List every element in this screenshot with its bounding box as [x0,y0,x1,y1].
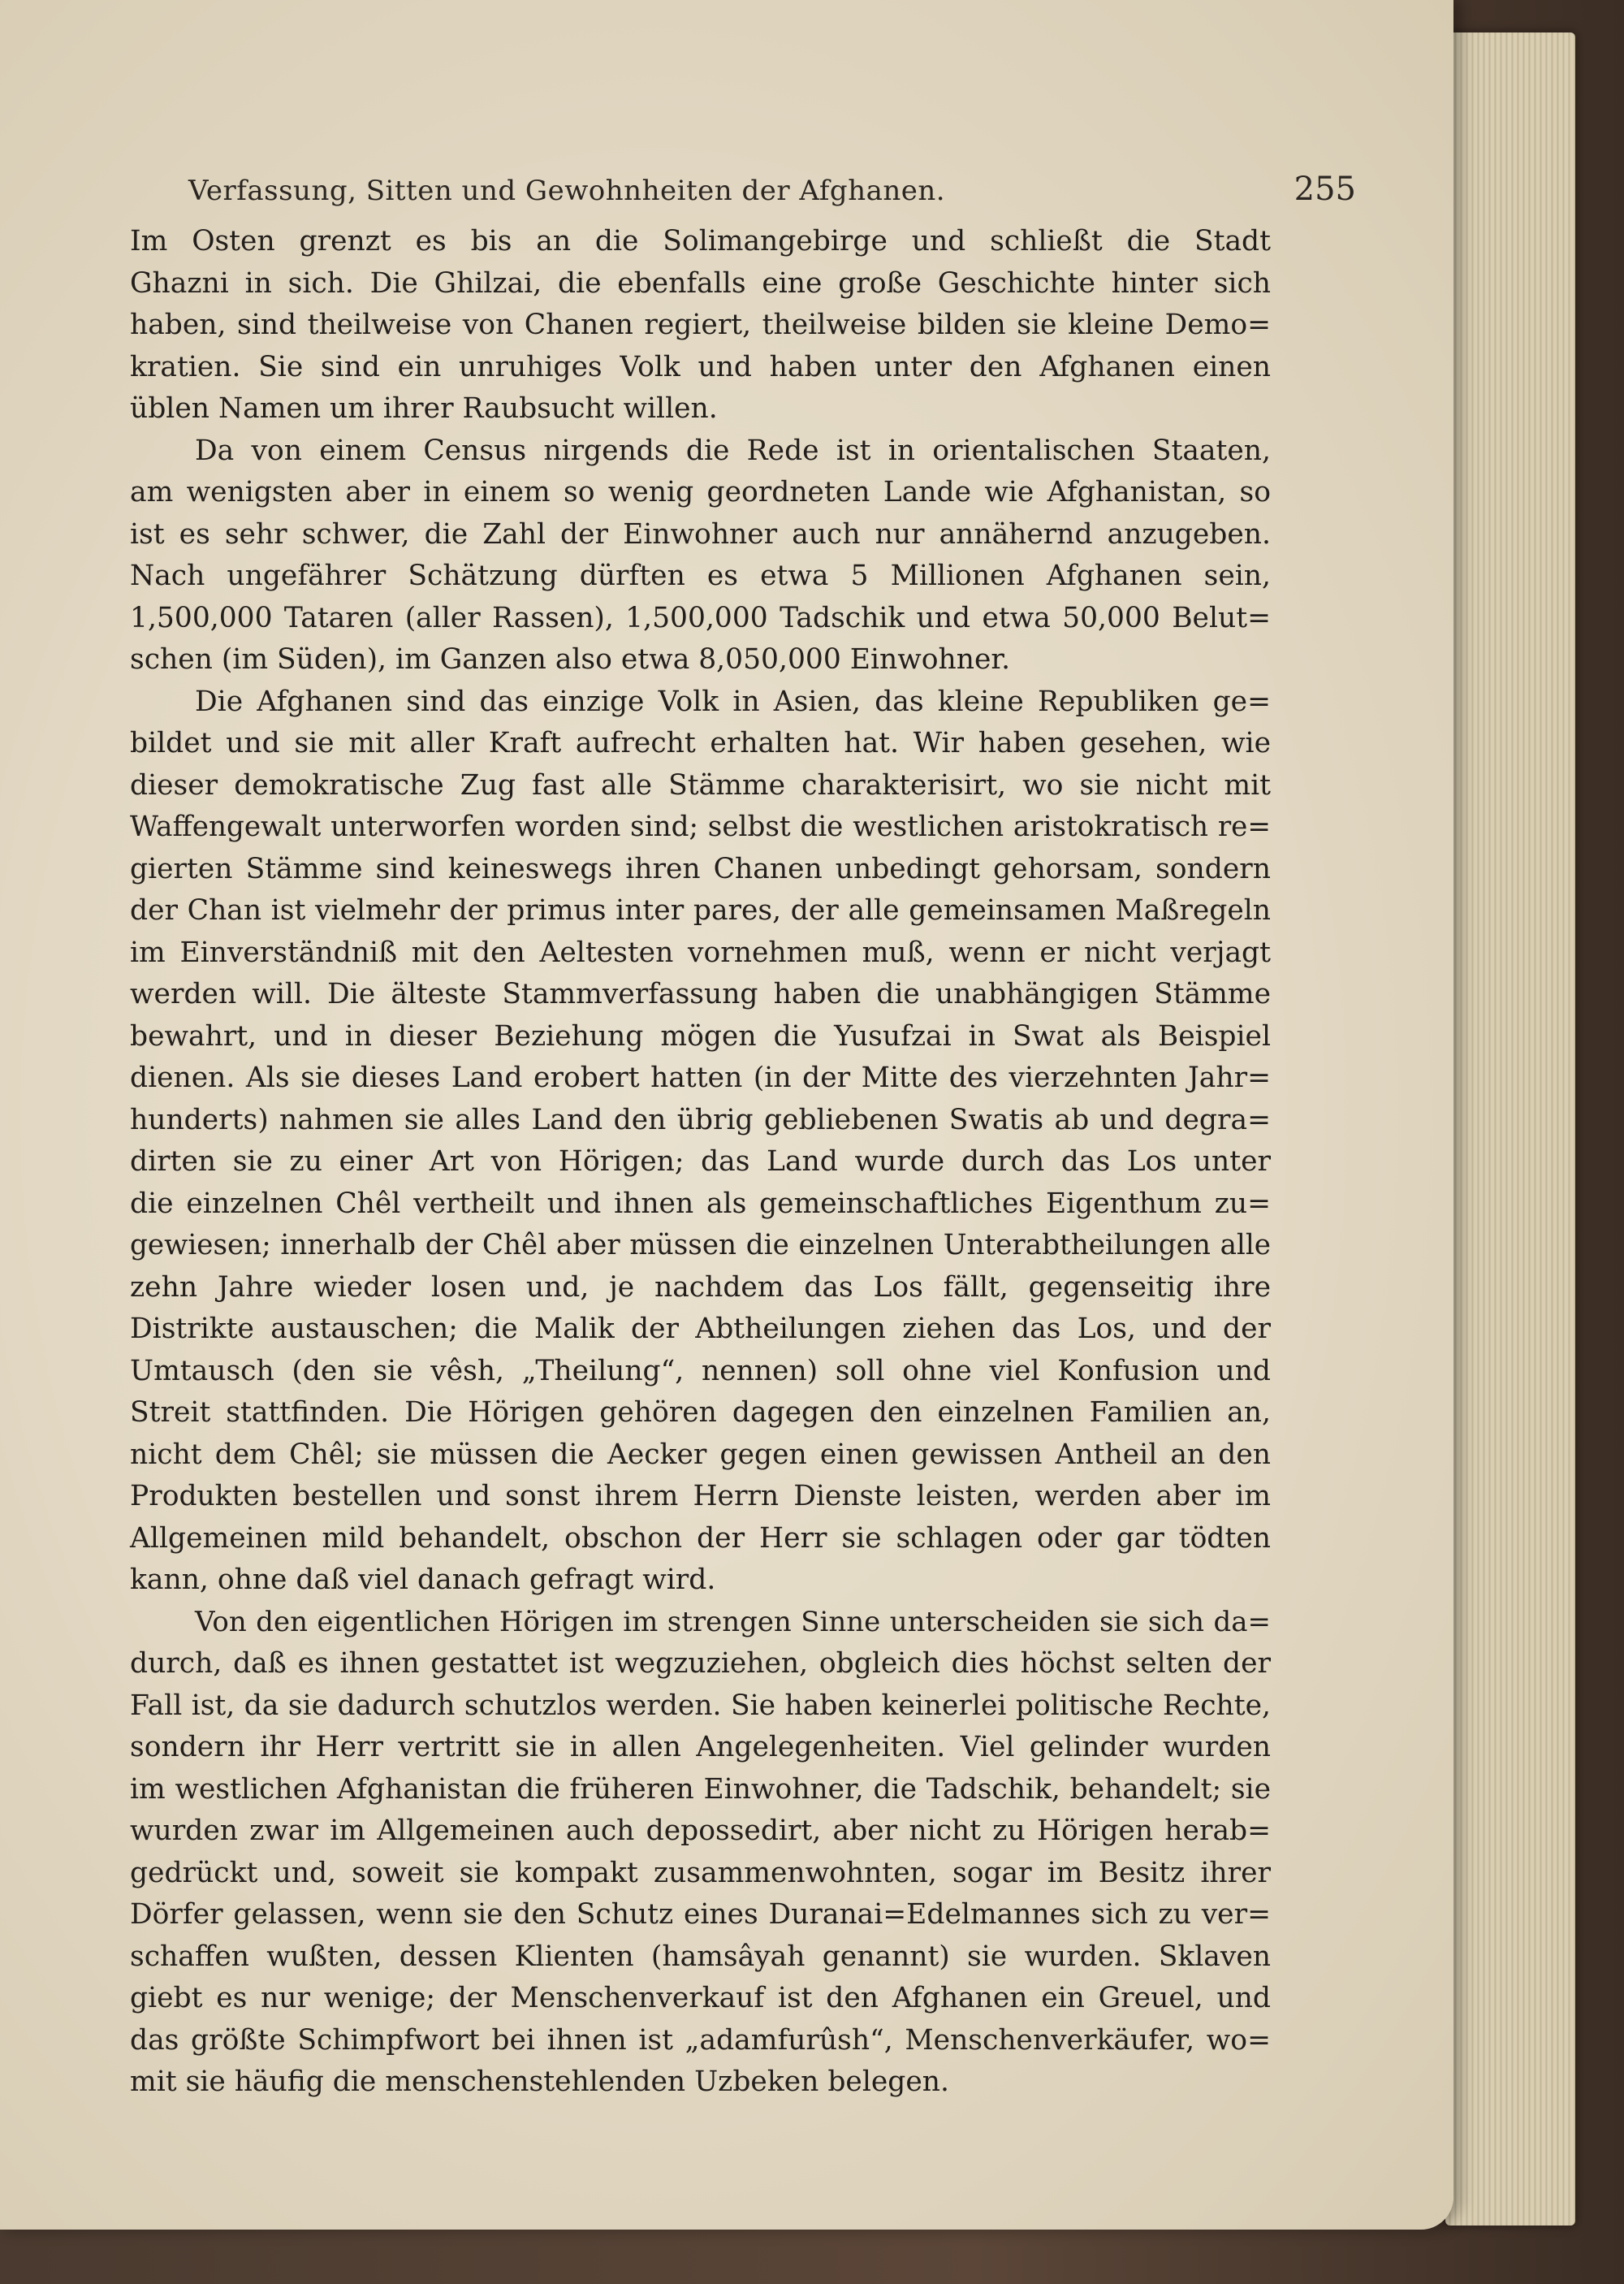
text-line: die einzelnen Chêl vertheilt und ihnen als gemeinschaftliches Eigenthum zu= [130,1187,1271,1220]
text-line: hunderts) nahmen sie alles Land den übrig gebliebenen Swatis ab und degra= [130,1103,1271,1136]
text-line: dienen. Als sie dieses Land erobert hatten (in der Mitte des vierzehnten Jahr= [130,1062,1271,1094]
text-line: kratien. Sie sind ein unruhiges Volk und haben unter den Afghanen einen [130,350,1271,383]
text-line: im Einverständniß mit den Aeltesten vornehmen muß, wenn er nicht verjagt [130,936,1271,969]
text-line: gierten Stämme sind keineswegs ihren Chanen unbedingt gehorsam, sondern [130,852,1271,885]
text-line: giebt es nur wenige; der Menschenverkauf ist den Afghanen ein Greuel, und [130,1982,1271,2014]
text-line: Waffengewalt unterworfen worden sind; selbst die westlichen aristokratisch re= [130,811,1271,843]
text-line: gewiesen; innerhalb der Chêl aber müssen die einzelnen Unterabtheilungen alle [130,1229,1271,1261]
text-line: Ghazni in sich. Die Ghilzai, die ebenfalls eine große Geschichte hinter sich [130,266,1271,300]
text-line: Da von einem Census nirgends die Rede ist in orientalischen Staaten, [195,434,1271,467]
text-line: Dörfer gelassen, wenn sie den Schutz eines Duranai=Edelmannes sich zu ver= [130,1898,1271,1931]
text-line: ist es sehr schwer, die Zahl der Einwohner auch nur annähernd anzugeben. [130,517,1271,551]
text-line: wurden zwar im Allgemeinen auch depossedirt, aber nicht zu Hörigen herab= [130,1815,1271,1847]
text-line: dirten sie zu einer Art von Hörigen; das Land wurde durch das Los unter [130,1145,1271,1178]
text-line: üblen Namen um ihrer Raubsucht willen. [130,392,718,425]
text-line: Nach ungefährer Schätzung dürften es etwa 5 Millionen Afghanen sein, [130,560,1271,592]
text-line: mit sie häufig die menschenstehlenden Uzbeken belegen. [130,2066,949,2098]
text-line: sondern ihr Herr vertritt sie in allen Angelegenheiten. Viel gelinder wurden [130,1731,1271,1763]
text-line: dieser demokratische Zug fast alle Stämme charakterisirt, wo sie nicht mit [130,768,1271,802]
text-line: zehn Jahre wieder losen und, je nachdem das Los fällt, gegenseitig ihre [130,1270,1271,1304]
text-line: Umtausch (den sie vêsh, „Theilung“, nennen) soll ohne viel Konfusion und [130,1354,1271,1387]
paragraph [130,221,1271,430]
text-line: Von den eigentlichen Hörigen im strengen Sinne unterscheiden sie sich da= [195,1605,1271,1638]
body-text [130,221,1271,2104]
text-line: kann, ohne daß viel danach gefragt wird. [130,1564,716,1596]
text-line: schaffen wußten, dessen Klienten (hamsâyah genannt) sie wurden. Sklaven [130,1940,1271,1973]
text-line: gedrückt und, soweit sie kompakt zusammenwohnten, sogar im Besitz ihrer [130,1856,1271,1889]
text-line: Im Osten grenzt es bis an die Solimangebirge und schließt die Stadt [130,225,1271,257]
paragraph [130,1602,1271,2104]
text-line: nicht dem Chêl; sie müssen die Aecker gegen einen gewissen Antheil an den [130,1438,1271,1471]
text-line: bildet und sie mit aller Kraft aufrecht erhalten hat. Wir haben gesehen, wie [130,727,1271,759]
text-line: schen (im Süden), im Ganzen also etwa 8,050,000 Einwohner. [130,643,1011,676]
text-line: bewahrt, und in dieser Beziehung mögen die Yusufzai in Swat als Beispiel [130,1019,1271,1053]
text-line: haben, sind theilweise von Chanen regiert, theilweise bilden sie kleine Demo= [130,309,1271,341]
paragraph [130,681,1271,1602]
running-title: Verfassung, Sitten und Gewohnheiten der Afghanen. [188,175,946,207]
text-line: im westlichen Afghanistan die früheren Einwohner, die Tadschik, behandelt; sie [130,1772,1271,1806]
text-line: Die Afghanen sind das einzige Volk in Asien, das kleine Republiken ge= [195,685,1271,718]
text-line: das größte Schimpfwort bei ihnen ist „adamfurûsh“, Menschenverkäufer, wo= [130,2023,1271,2057]
page-edges [1445,32,1575,2226]
text-line: Allgemeinen mild behandelt, obschon der Herr sie schlagen oder gar tödten [130,1521,1271,1555]
text-line: durch, daß es ihnen gestattet ist wegzuziehen, obgleich dies höchst selten der [130,1647,1271,1680]
text-line: 1,500,000 Tataren (aller Rassen), 1,500,000 Tadschik und etwa 50,000 Belut= [130,601,1271,634]
page-number: 255 [1294,171,1356,208]
text-line: am wenigsten aber in einem so wenig geordneten Lande wie Afghanistan, so [130,476,1271,508]
text-line: Distrikte austauschen; die Malik der Abtheilungen ziehen das Los, und der [130,1313,1271,1345]
text-line: Fall ist, da sie dadurch schutzlos werden. Sie haben keinerlei politische Rechte, [130,1689,1271,1722]
paragraph [130,430,1271,681]
running-head [187,171,1356,208]
text-line: Streit stattfinden. Die Hörigen gehören dagegen den einzelnen Familien an, [130,1396,1271,1429]
text-line: Produkten bestellen und sonst ihrem Herrn Dienste leisten, werden aber im [130,1480,1271,1512]
text-line: werden will. Die älteste Stammverfassung haben die unabhängigen Stämme [130,978,1271,1010]
text-line: der Chan ist vielmehr der primus inter pares, der alle gemeinsamen Maßregeln [130,894,1271,927]
